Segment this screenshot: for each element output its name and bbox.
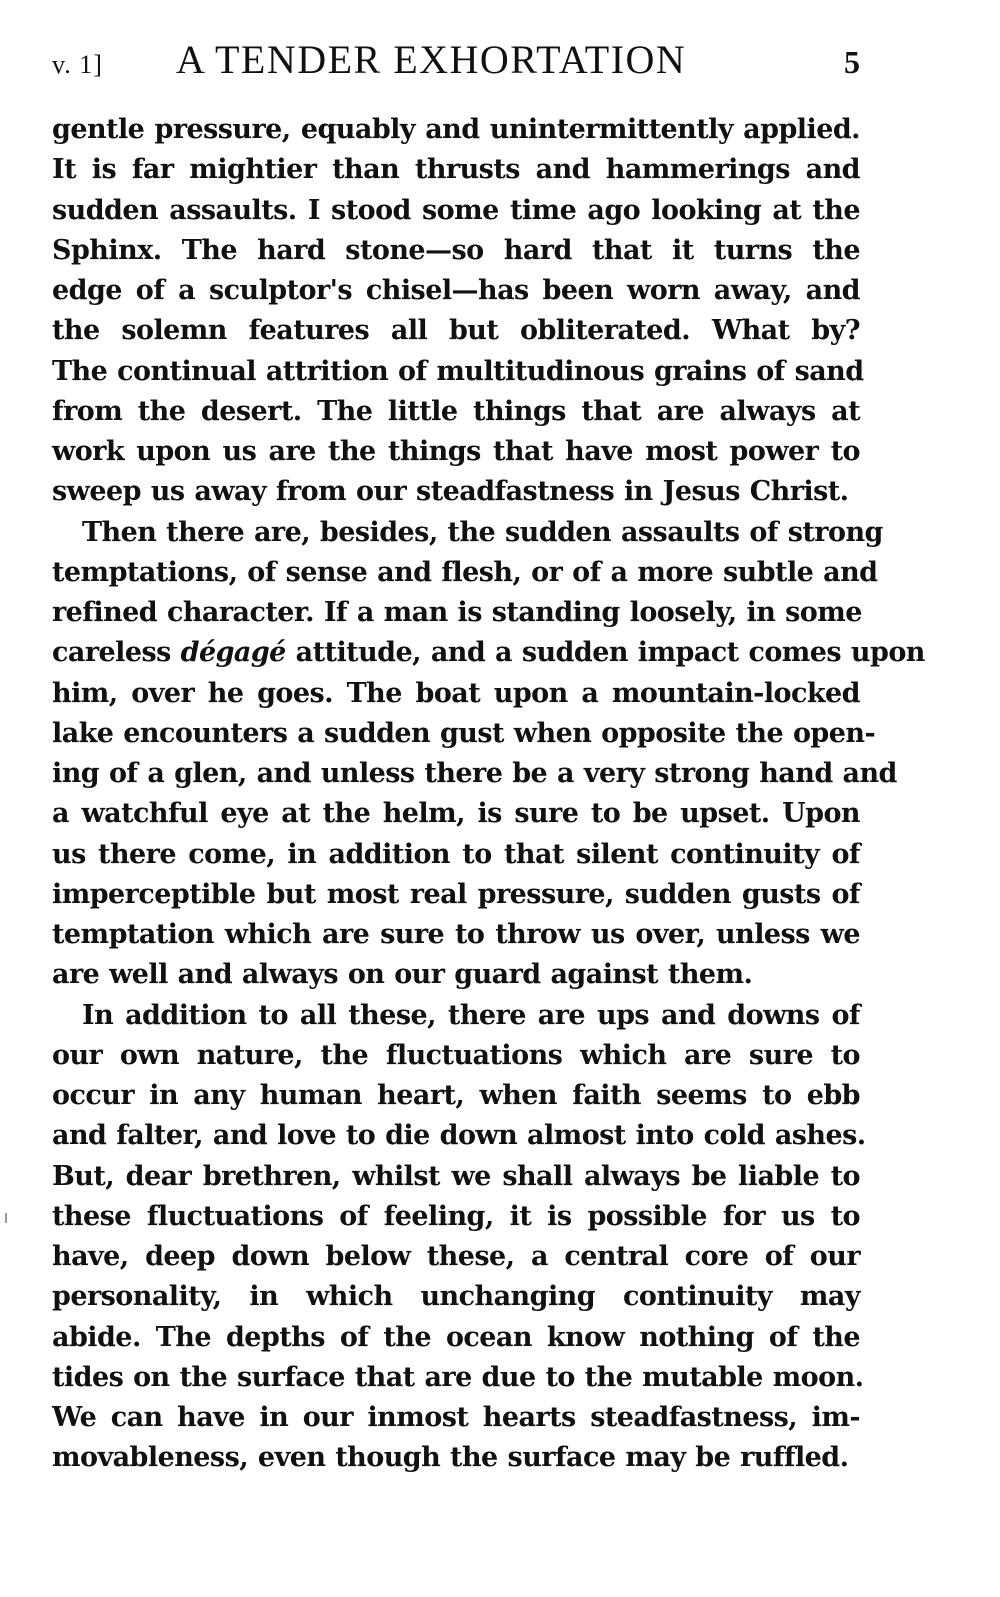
text-line: sudden assaults. I stood some time ago looking at the <box>52 194 860 226</box>
text-line: The continual attrition of multitudinous grains of sand <box>52 355 864 387</box>
text-line: abide. The depths of the ocean know nothing of the <box>52 1321 860 1353</box>
text-line: imperceptible but most real pressure, sudden gusts of <box>52 878 860 910</box>
text-line: sweep us away from our steadfastness in Jesus Christ. <box>52 476 849 508</box>
text-line: lake encounters a sudden gust when opposite the open- <box>52 717 876 749</box>
text-line: these fluctuations of feeling, it is possible for us to <box>52 1200 860 1232</box>
book-page <box>52 36 925 1479</box>
paragraph <box>52 110 864 513</box>
text-line: our own nature, the fluctuations which are sure to <box>52 1039 860 1071</box>
page-body <box>52 110 925 1479</box>
text-line: the solemn features all but obliterated. What by? <box>52 315 860 347</box>
text-line: careless dégagé attitude, and a sudden impact comes upon <box>52 637 925 669</box>
text-line: temptations, of sense and flesh, or of a more subtle and <box>52 556 878 588</box>
text-line: movableness, even though the surface may be ruffled. <box>52 1442 849 1474</box>
italic-word: dégagé <box>180 637 286 669</box>
text-line: from the desert. The little things that are always at <box>52 395 860 427</box>
text-line: Sphinx. The hard stone—so hard that it turns the <box>52 234 860 266</box>
text-line: temptation which are sure to throw us over, unless we <box>52 919 860 950</box>
text-line: have, deep down below these, a central core of our <box>52 1241 860 1272</box>
running-title: A TENDER EXHORTATION <box>176 37 687 82</box>
text-line: It is far mightier than thrusts and hammerings and <box>52 154 860 186</box>
text-line: But, dear brethren, whilst we shall always be liable to <box>52 1160 860 1192</box>
text-line: edge of a sculptor's chisel—has been worn away, and <box>52 275 860 306</box>
text-line: tides on the surface that are due to the mutable moon. <box>52 1361 864 1393</box>
text-line: a watchful eye at the helm, is sure to be upset. Upon <box>52 798 860 830</box>
text-line: are well and always on our guard against them. <box>52 959 753 991</box>
text-line: We can have in our inmost hearts steadfastness, im- <box>52 1402 860 1433</box>
text-line: work upon us are the things that have most power to <box>52 436 860 467</box>
text-line: refined character. If a man is standing loosely, in some <box>52 597 862 628</box>
page-number: 5 <box>844 44 860 80</box>
text-line: In addition to all these, there are ups and downs of <box>82 999 860 1031</box>
text-line: and falter, and love to die down almost into cold ashes. <box>52 1120 866 1152</box>
text-line: him, over he goes. The boat upon a mountain-locked <box>52 677 860 709</box>
stray-margin-mark <box>5 1213 7 1223</box>
text-line: gentle pressure, equably and unintermittently applied. <box>52 114 860 145</box>
text-line: ing of a glen, and unless there be a very strong hand and <box>52 758 897 789</box>
text-line: occur in any human heart, when faith seems to ebb <box>52 1080 860 1111</box>
running-head <box>52 36 860 88</box>
text-line: Then there are, besides, the sudden assaults of strong <box>82 516 883 548</box>
paragraph <box>52 513 925 996</box>
text-line: us there come, in addition to that silent continuity of <box>52 838 860 870</box>
text-line: personality, in which unchanging continuity may <box>52 1281 860 1313</box>
chapter-verse-reference: v. 1] <box>52 50 103 79</box>
paragraph <box>52 996 866 1479</box>
